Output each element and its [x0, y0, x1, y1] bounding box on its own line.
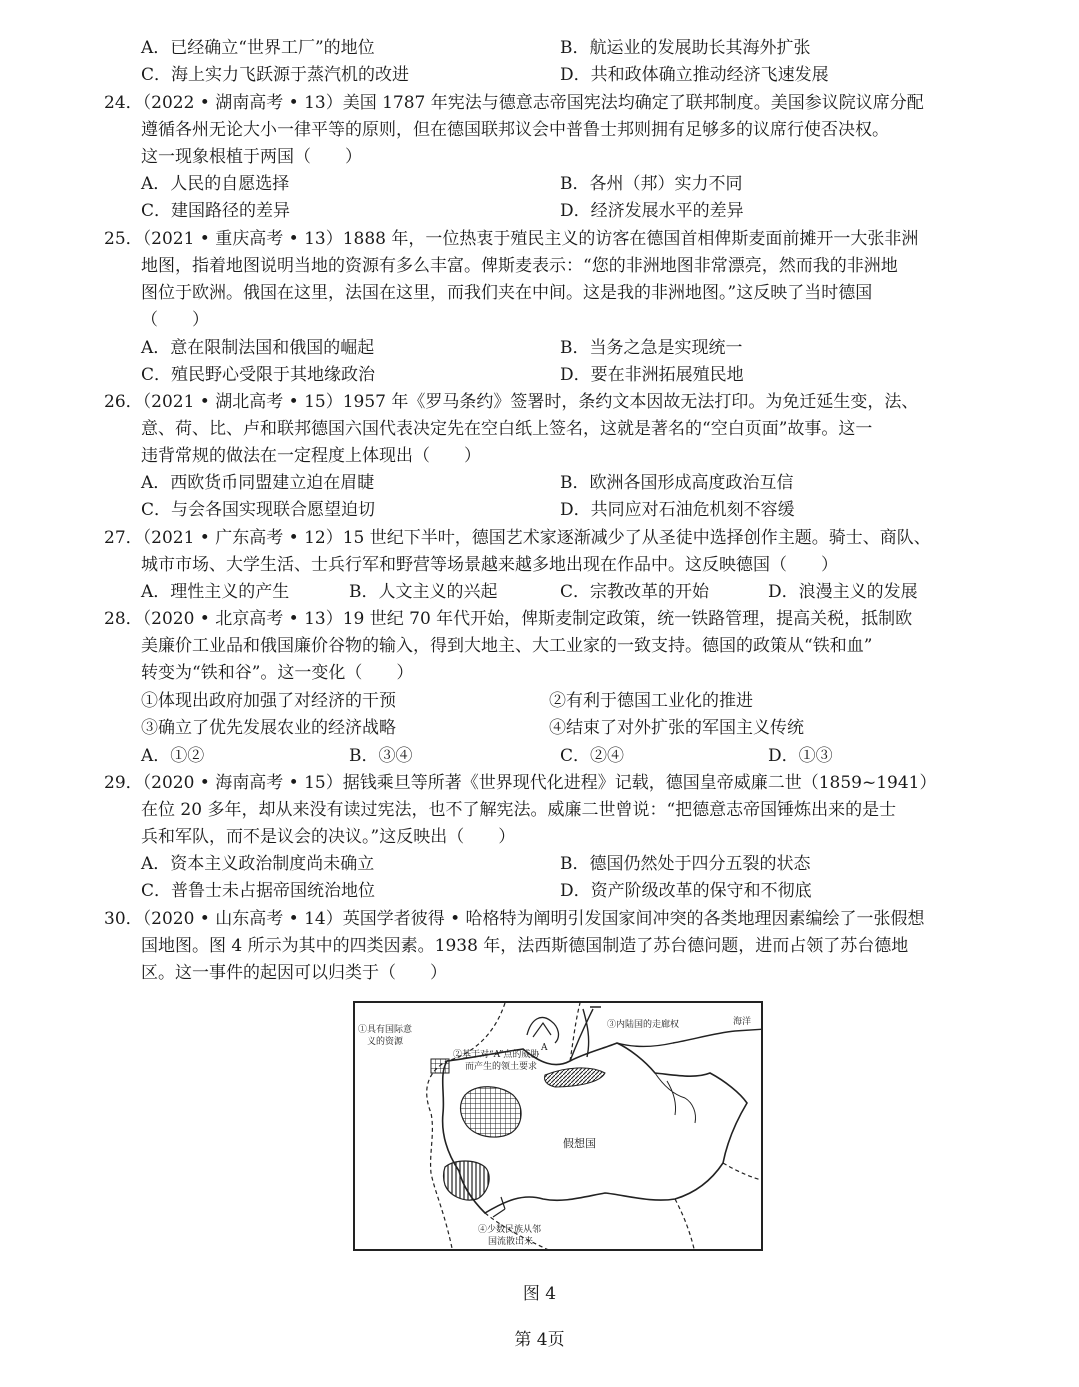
page-number: 第 4页: [514, 1330, 565, 1350]
q29-option-b: B．德国仍然处于四分五裂的状态: [560, 854, 811, 874]
map-label-point-a: A: [541, 1043, 548, 1053]
q24-option-c: C．建国路径的差异: [141, 201, 291, 221]
q26-option-a: A．西欧货币同盟建立迫在眉睫: [141, 473, 375, 493]
q25-stem-line-3: 图位于欧洲。俄国在这里，法国在这里，而我们夹在中间。这是我的非洲地图。”这反映了当时德国: [141, 283, 873, 303]
coastline: [617, 1029, 763, 1046]
territorial-claim-patch: [544, 1068, 605, 1087]
q28-statement-1: ①体现出政府加强了对经济的干预: [141, 691, 396, 711]
q23-option-a: A．已经确立“世界工厂”的地位: [141, 38, 375, 58]
q27-option-d: D．浪漫主义的发展: [768, 582, 918, 602]
q24-stem-line-3: 这一现象根植于两国（ ）: [141, 147, 362, 167]
minority-region: [444, 1161, 490, 1200]
river: [655, 1073, 696, 1123]
map-label-3: ③内陆国的走廊权: [607, 1020, 680, 1030]
q24-option-d: D．经济发展水平的差异: [560, 201, 744, 221]
q26-option-b: B．欧洲各国形成高度政治互信: [560, 473, 794, 493]
q29-option-d: D．资产阶级改革的保守和不彻底: [560, 881, 812, 901]
q25-stem-line-4: （ ）: [141, 310, 209, 330]
resource-patch: [431, 1059, 449, 1073]
q27-option-c: C．宗教改革的开始: [560, 582, 710, 602]
point-a-arrow: [533, 1023, 551, 1037]
q27-option-b: B．人文主义的兴起: [349, 582, 498, 602]
q28-option-b: B．③④: [349, 746, 413, 766]
map-label-1b: 义的资源: [367, 1037, 404, 1047]
grid-region: [461, 1087, 522, 1137]
q25-option-b: B．当务之急是实现统一: [560, 338, 743, 358]
q29-stem-line-2: 在位 20 多年，却从来没有读过宪法，也不了解宪法。威廉二世曾说：“把德意志帝国锤炼出来的是士: [141, 800, 897, 820]
map-label-4a: ④少数民族从邻: [478, 1225, 542, 1235]
map-label-4b: 国流散出来: [488, 1237, 534, 1247]
q28-stem-line-1: 28．（2020 • 北京高考 • 13）19 世纪 70 年代开始，俾斯麦制定政策，统一铁路管理，提高关税，抵制欧: [104, 609, 913, 629]
q27-stem-line-1: 27．（2021 • 广东高考 • 12）15 世纪下半叶，德国艺术家逐渐减少了从圣徒中选择创作主题。骑士、商队、: [104, 528, 931, 548]
q26-stem-line-1: 26．（2021 • 湖北高考 • 15）1957 年《罗马条约》签署时，条约文本因故无法打印。为免迁延生变，法、: [104, 392, 919, 412]
map-label-1a: ①具有国际意: [358, 1025, 413, 1035]
neighbor-border: [675, 1199, 695, 1251]
map-label-ocean: 海洋: [733, 1017, 752, 1027]
figure-caption: 图 4: [522, 1284, 557, 1304]
q26-option-c: C．与会各国实现联合愿望迫切: [141, 500, 376, 520]
q29-option-a: A．资本主义政治制度尚未确立: [141, 854, 375, 874]
q29-stem-line-3: 兵和军队，而不是议会的决议。”这反映出（ ）: [141, 827, 516, 847]
q24-option-b: B．各州（邦）实力不同: [560, 174, 743, 194]
q26-stem-line-3: 违背常规的做法在一定程度上体现出（ ）: [141, 446, 481, 466]
q25-option-c: C．殖民野心受限于其地缘政治: [141, 365, 376, 385]
q25-stem-line-2: 地图，指着地图说明当地的资源有多么丰富。俾斯麦表示：“您的非洲地图非常漂亮，然而我的非洲地: [141, 256, 898, 276]
q30-stem-line-3: 区。这一事件的起因可以归类于（ ）: [141, 963, 447, 983]
q28-option-c: C．②④: [560, 746, 625, 766]
q30-stem-line-1: 30．（2020 • 山东高考 • 14）英国学者彼得 • 哈格特为阐明引发国家间冲突的各类地理因素编绘了一张假想: [104, 909, 925, 929]
q28-statement-4: ④结束了对外扩张的军国主义传统: [549, 718, 804, 738]
map-label-2a: ②基于对“A”点的威胁: [453, 1050, 540, 1060]
q27-stem-line-2: 城市市场、大学生活、士兵行军和野营等场景越来越多地出现在作品中。这反映德国（ ）: [141, 555, 838, 575]
corridor: [570, 1007, 601, 1061]
map-label-2b: 而产生的领土要求: [465, 1062, 538, 1072]
q28-stem-line-2: 美廉价工业品和俄国廉价谷物的输入，得到大地主、大工业家的一致支持。德国的政策从“铁和血”: [141, 636, 873, 656]
q29-option-c: C．普鲁士未占据帝国统治地位: [141, 881, 376, 901]
map-drawing: [355, 1003, 763, 1251]
q27-option-a: A．理性主义的产生: [141, 582, 290, 602]
q29-stem-line-1: 29．（2020 • 海南高考 • 15）据钱乘旦等所著《世界现代化进程》记载，德国皇帝威廉二世（1859~1941）: [104, 773, 937, 793]
q24-stem-line-1: 24．（2022 • 湖南高考 • 13）美国 1787 年宪法与德意志帝国宪法均确定了联邦制度。美国参议院议席分配: [104, 93, 924, 113]
q24-stem-line-2: 遵循各州无论大小一律平等的原则，但在德国联邦议会中普鲁士邦则拥有足够多的议席行使否决权。: [141, 120, 889, 140]
q23-option-c: C．海上实力飞跃源于蒸汽机的改进: [141, 65, 410, 85]
q23-option-b: B．航运业的发展助长其海外扩张: [560, 38, 811, 58]
q25-option-d: D．要在非洲拓展殖民地: [560, 365, 744, 385]
q26-option-d: D．共同应对石油危机刻不容缓: [560, 500, 795, 520]
q26-stem-line-2: 意、荷、比、卢和联邦德国六国代表决定先在空白纸上签名，这就是著名的“空白页面”故事。这一: [141, 419, 873, 439]
q28-option-d: D．①③: [768, 746, 833, 766]
q25-option-a: A．意在限制法国和俄国的崛起: [141, 338, 375, 358]
neighbor-border: [570, 1003, 580, 1061]
neighbor-border: [723, 1163, 763, 1181]
q24-option-a: A．人民的自愿选择: [141, 174, 290, 194]
point-a-marker: [527, 1017, 558, 1043]
hypothetical-country-map: [353, 1001, 763, 1251]
q28-statement-3: ③确立了优先发展农业的经济战略: [141, 718, 396, 738]
map-label-country: 假想国: [563, 1137, 596, 1150]
q28-statement-2: ②有利于德国工业化的推进: [549, 691, 753, 711]
q28-stem-line-3: 转变为“铁和谷”。这一变化（ ）: [141, 663, 414, 683]
q28-option-a: A．①②: [141, 746, 205, 766]
q23-option-d: D．共和政体确立推动经济飞速发展: [560, 65, 829, 85]
q25-stem-line-1: 25．（2021 • 重庆高考 • 13）1888 年，一位热衷于殖民主义的访客在德国首相俾斯麦面前摊开一大张非洲: [104, 229, 919, 249]
q30-stem-line-2: 国地图。图 4 所示为其中的四类因素。1938 年，法西斯德国制造了苏台德问题，进而占领了苏台德地: [141, 936, 909, 956]
